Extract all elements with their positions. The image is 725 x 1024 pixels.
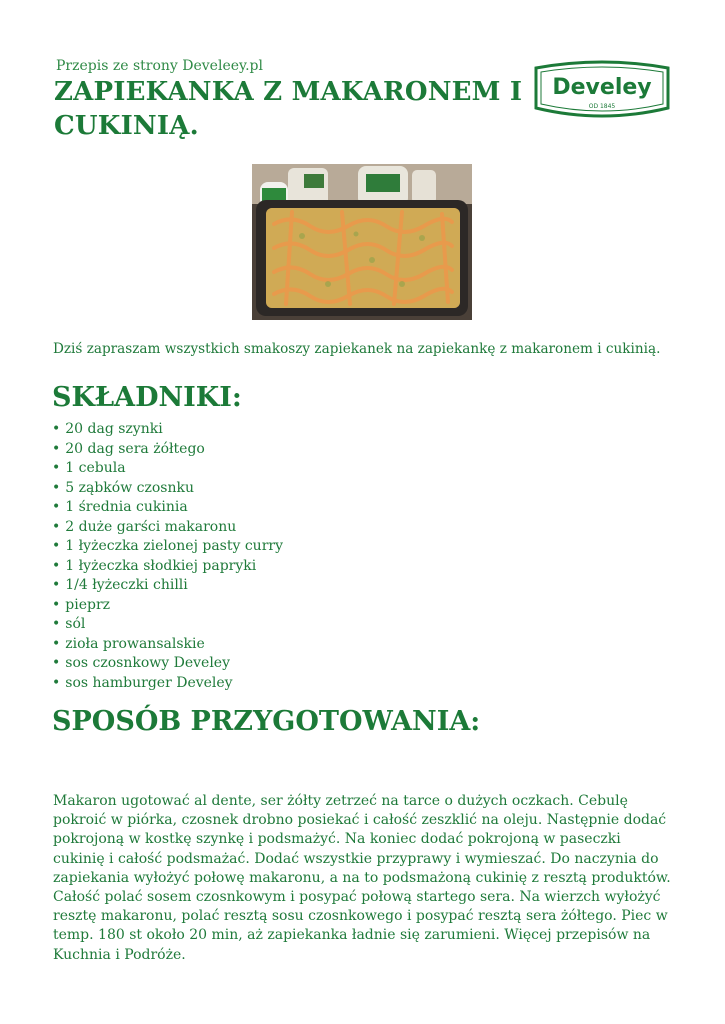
method-heading: SPOSÓB PRZYGOTOWANIA: <box>52 706 481 737</box>
ingredients-list <box>52 420 283 693</box>
list-item: • pieprz <box>52 596 283 616</box>
list-item: • 1 łyżeczka słodkiej papryki <box>52 557 283 577</box>
list-item: • zioła prowansalskie <box>52 635 283 655</box>
list-item: • 1 średnia cukinia <box>52 498 283 518</box>
source-line: Przepis ze strony Develeey.pl <box>56 58 263 74</box>
method-text: Makaron ugotować al dente, ser żółty zetrzeć na tarce o dużych oczkach. Cebulę pokroić w piórka, czosnek drobno posiekać i całość zeszklić na oleju. Następnie dodać pokrojoną w kostkę szynkę i podsmażyć. Na koniec dodać pokrojoną w paseczki cukinię i całość podsmażać. Dodać wszystkie przyprawy i wymieszać. Do naczynia do zapiekania wyłożyć połowę makaronu, a na to podsmażoną cukinię z resztą produktów. Całość polać sosem czosnkowym i posypać połową startego sera. Na wierzch wyłożyć resztę makaronu, polać resztą sosu czosnkowego i posypać resztą sera żółtego. Piec w temp. 180 st około 20 min, aż zapiekanka ładnie się zarumieni. Więcej przepisów na Kuchnia i Podróże. <box>53 793 671 963</box>
logo-since: OD 1845 <box>588 103 616 110</box>
list-item: • 20 dag sera żółtego <box>52 440 283 460</box>
recipe-title: ZAPIEKANKA Z MAKARONEM I CUKINIĄ. <box>54 77 523 141</box>
logo-brand: Develey <box>552 75 652 100</box>
list-item: • 5 ząbków czosnku <box>52 479 283 499</box>
develey-logo <box>532 58 672 122</box>
ingredients-heading: SKŁADNIKI: <box>52 382 242 413</box>
list-item: • 1 łyżeczka zielonej pasty curry <box>52 537 283 557</box>
list-item: • 20 dag szynki <box>52 420 283 440</box>
list-item: • sól <box>52 615 283 635</box>
list-item: • 2 duże garści makaronu <box>52 518 283 538</box>
recipe-photo <box>252 164 472 320</box>
list-item: • 1 cebula <box>52 459 283 479</box>
list-item: • 1/4 łyżeczki chilli <box>52 576 283 596</box>
intro-text: Dziś zapraszam wszystkich smakoszy zapiekanek na zapiekankę z makaronem i cukinią. <box>53 341 661 357</box>
list-item: • sos hamburger Develey <box>52 674 283 694</box>
list-item: • sos czosnkowy Develey <box>52 654 283 674</box>
